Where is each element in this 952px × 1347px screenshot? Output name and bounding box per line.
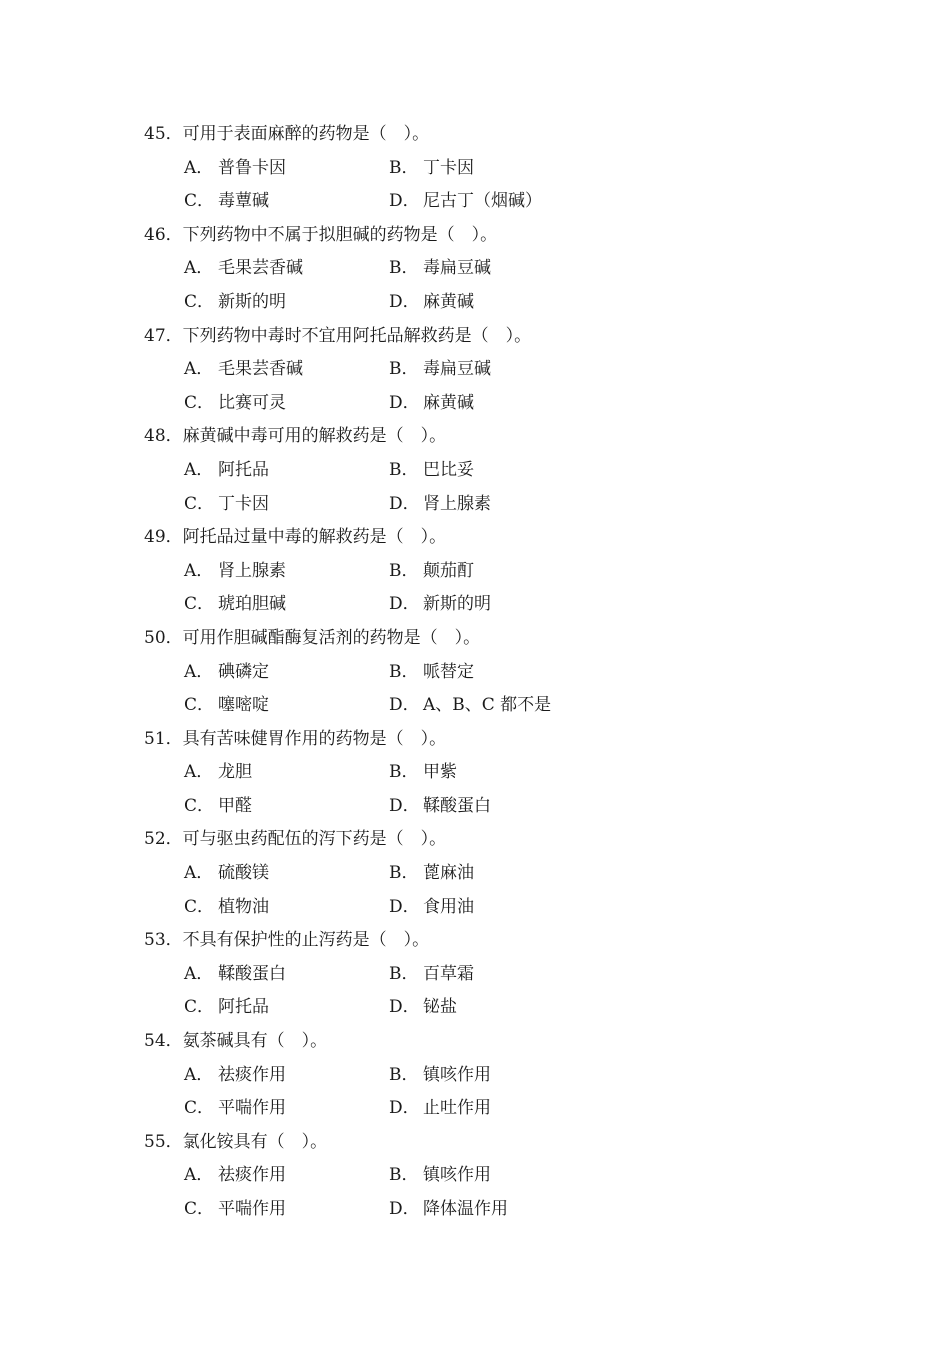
options-row (144, 353, 531, 387)
question-block (144, 723, 531, 824)
option-text: 尼古丁（烟碱） (423, 191, 542, 212)
question-block (144, 521, 531, 622)
option-text: 甲紫 (423, 762, 457, 783)
option-text: 鞣酸蛋白 (423, 795, 491, 816)
question-number: 50． (144, 627, 183, 648)
option-letter: C． (184, 594, 215, 615)
question-stem: 麻黄碱中毒可用的解救药是（ ）。 (182, 426, 447, 447)
option-letter: B． (389, 258, 419, 279)
question-number: 47． (144, 325, 183, 346)
question-stem: 下列药物中毒时不宜用阿托品解救药是（ ）。 (182, 325, 532, 346)
option-letter: A． (184, 1165, 214, 1186)
answer-option (184, 454, 269, 488)
answer-option (389, 252, 491, 286)
option-text: 碘磷定 (218, 661, 269, 682)
question-stem: 可用作胆碱酯酶复活剂的药物是（ ）。 (182, 627, 481, 648)
answer-option (389, 555, 474, 589)
option-letter: B． (389, 359, 419, 380)
answer-option (389, 790, 491, 824)
question-stem: 氯化铵具有（ ）。 (182, 1131, 328, 1152)
option-text: A、B、C 都不是 (423, 695, 552, 716)
option-text: 龙胆 (218, 762, 252, 783)
option-letter: A． (184, 762, 214, 783)
option-letter: D． (389, 594, 420, 615)
question-number: 55． (144, 1131, 183, 1152)
answer-option (184, 756, 252, 790)
question-stem: 具有苦味健胃作用的药物是（ ）。 (182, 728, 447, 749)
option-letter: B． (389, 157, 419, 178)
answer-option (389, 387, 474, 421)
option-letter: C． (184, 191, 215, 212)
answer-option (184, 656, 269, 690)
options-row (144, 488, 531, 522)
answer-option (184, 588, 286, 622)
answer-option (389, 588, 491, 622)
answer-option (184, 689, 269, 723)
option-letter: A． (184, 157, 214, 178)
question-block (144, 823, 531, 924)
option-text: 阿托品 (218, 459, 269, 480)
question-stem-line (144, 1126, 531, 1160)
answer-option (389, 1193, 508, 1227)
option-letter: D． (389, 493, 420, 514)
option-text: 降体温作用 (423, 1199, 508, 1219)
answer-option (184, 958, 286, 992)
option-text: 蓖麻油 (423, 863, 474, 884)
option-letter: C． (184, 695, 215, 716)
answer-option (389, 353, 491, 387)
option-text: 毒蕈碱 (218, 191, 269, 212)
question-block (144, 320, 531, 421)
question-stem: 氨茶碱具有（ ）。 (182, 1031, 328, 1052)
option-letter: B． (389, 963, 419, 984)
option-letter: A． (184, 359, 214, 380)
option-text: 铋盐 (423, 997, 457, 1018)
answer-option (389, 1092, 491, 1126)
question-number: 49． (144, 527, 183, 548)
option-text: 普鲁卡因 (218, 157, 286, 178)
options-row (144, 991, 531, 1025)
question-list (144, 118, 552, 1227)
answer-option (184, 1092, 286, 1126)
answer-option (389, 286, 474, 320)
options-row (144, 454, 531, 488)
option-text: 植物油 (218, 896, 269, 917)
options-row (144, 152, 531, 186)
answer-option (389, 1159, 491, 1193)
option-text: 毒扁豆碱 (423, 359, 491, 380)
question-stem: 不具有保护性的止泻药是（ ）。 (182, 930, 430, 951)
option-text: 巴比妥 (423, 459, 474, 480)
answer-option (184, 488, 269, 522)
options-row (144, 588, 531, 622)
option-letter: D． (389, 997, 420, 1018)
answer-option (389, 185, 542, 219)
option-letter: C． (184, 291, 215, 312)
option-letter: D． (389, 392, 420, 413)
option-text: 百草霜 (423, 963, 474, 984)
option-letter: D． (389, 1199, 420, 1219)
answer-option (389, 454, 474, 488)
options-row (144, 689, 552, 723)
answer-option (389, 756, 457, 790)
option-letter: C． (184, 493, 215, 514)
options-row (144, 1159, 531, 1193)
question-block (144, 1126, 531, 1227)
question-stem: 阿托品过量中毒的解救药是（ ）。 (182, 527, 447, 548)
answer-option (389, 857, 474, 891)
options-row (144, 958, 531, 992)
option-letter: C． (184, 1199, 215, 1219)
option-letter: C． (184, 795, 215, 816)
option-text: 丁卡因 (423, 157, 474, 178)
option-letter: A． (184, 963, 214, 984)
question-stem: 可与驱虫药配伍的泻下药是（ ）。 (182, 829, 447, 850)
options-row (144, 1193, 531, 1227)
option-letter: B． (389, 863, 419, 884)
option-letter: D． (389, 291, 420, 312)
option-letter: B． (389, 459, 419, 480)
answer-option (184, 790, 252, 824)
question-number: 48． (144, 426, 183, 447)
question-stem: 可用于表面麻醉的药物是（ ）。 (182, 124, 430, 144)
option-text: 甲醛 (218, 795, 252, 816)
option-text: 哌替定 (423, 661, 474, 682)
options-row (144, 790, 531, 824)
options-row (144, 185, 542, 219)
question-stem-line (144, 420, 531, 454)
question-number: 45． (144, 124, 183, 144)
option-letter: C． (184, 392, 215, 413)
question-stem-line (144, 320, 531, 354)
option-text: 新斯的明 (218, 291, 286, 312)
answer-option (184, 555, 286, 589)
option-text: 麻黄碱 (423, 392, 474, 413)
option-text: 食用油 (423, 896, 474, 917)
option-letter: A． (184, 459, 214, 480)
option-text: 阿托品 (218, 997, 269, 1018)
option-letter: B． (389, 762, 419, 783)
options-row (144, 387, 531, 421)
question-block (144, 420, 531, 521)
option-text: 毒扁豆碱 (423, 258, 491, 279)
question-number: 53． (144, 930, 183, 951)
question-number: 52． (144, 829, 183, 850)
answer-option (389, 991, 457, 1025)
answer-option (389, 152, 474, 186)
question-block (144, 924, 531, 1025)
answer-option (389, 1059, 491, 1093)
option-letter: A． (184, 661, 214, 682)
answer-option (184, 991, 269, 1025)
option-letter: A． (184, 258, 214, 279)
option-text: 平喘作用 (218, 1199, 286, 1219)
options-row (144, 252, 531, 286)
answer-option (184, 185, 269, 219)
question-block (144, 1025, 531, 1126)
option-text: 噻嘧啶 (218, 695, 269, 716)
answer-option (184, 891, 269, 925)
answer-option (184, 152, 286, 186)
answer-option (184, 1193, 286, 1227)
option-letter: D． (389, 896, 420, 917)
question-stem: 下列药物中不属于拟胆碱的药物是（ ）。 (182, 224, 498, 245)
option-text: 比赛可灵 (218, 392, 286, 413)
option-text: 止吐作用 (423, 1098, 491, 1119)
options-row (144, 555, 531, 589)
answer-option (389, 656, 474, 690)
option-text: 丁卡因 (218, 493, 269, 514)
option-text: 鞣酸蛋白 (218, 963, 286, 984)
question-stem-line (144, 622, 531, 656)
question-block (144, 622, 552, 723)
option-text: 硫酸镁 (218, 863, 269, 884)
answer-option (184, 857, 269, 891)
question-number: 54． (144, 1031, 183, 1052)
option-letter: D． (389, 695, 420, 716)
question-stem-line (144, 823, 531, 857)
answer-option (184, 353, 303, 387)
option-text: 镇咳作用 (423, 1064, 491, 1085)
option-text: 祛痰作用 (218, 1064, 286, 1085)
option-letter: B． (389, 1165, 419, 1186)
option-text: 祛痰作用 (218, 1165, 286, 1186)
option-text: 颠茄酊 (423, 560, 474, 581)
option-text: 肾上腺素 (218, 560, 286, 581)
options-row (144, 891, 531, 925)
option-letter: A． (184, 1064, 214, 1085)
options-row (144, 1092, 531, 1126)
option-text: 琥珀胆碱 (218, 594, 286, 615)
option-letter: B． (389, 1064, 419, 1085)
question-block (144, 219, 531, 320)
option-letter: D． (389, 191, 420, 212)
question-stem-line (144, 118, 531, 152)
option-text: 平喘作用 (218, 1098, 286, 1119)
answer-option (389, 958, 474, 992)
question-stem-line (144, 723, 531, 757)
question-stem-line (144, 219, 531, 253)
options-row (144, 857, 531, 891)
option-letter: B． (389, 661, 419, 682)
option-text: 毛果芸香碱 (218, 258, 303, 279)
option-text: 毛果芸香碱 (218, 359, 303, 380)
option-letter: C． (184, 1098, 215, 1119)
question-stem-line (144, 924, 531, 958)
question-number: 51． (144, 728, 183, 749)
answer-option (184, 387, 286, 421)
answer-option (389, 689, 551, 723)
option-letter: C． (184, 997, 215, 1018)
option-letter: A． (184, 863, 214, 884)
option-text: 镇咳作用 (423, 1165, 491, 1186)
options-row (144, 1059, 531, 1093)
answer-option (389, 891, 474, 925)
options-row (144, 286, 531, 320)
options-row (144, 656, 531, 690)
options-row (144, 756, 531, 790)
question-number: 46． (144, 224, 183, 245)
option-text: 麻黄碱 (423, 291, 474, 312)
question-stem-line (144, 1025, 531, 1059)
option-letter: C． (184, 896, 215, 917)
answer-option (184, 1059, 286, 1093)
answer-option (184, 1159, 286, 1193)
answer-option (184, 286, 286, 320)
option-letter: D． (389, 795, 420, 816)
question-stem-line (144, 521, 531, 555)
option-letter: B． (389, 560, 419, 581)
option-letter: A． (184, 560, 214, 581)
option-text: 肾上腺素 (423, 493, 491, 514)
option-text: 新斯的明 (423, 594, 491, 615)
option-letter: D． (389, 1098, 420, 1119)
answer-option (389, 488, 491, 522)
question-block (144, 118, 542, 219)
answer-option (184, 252, 303, 286)
